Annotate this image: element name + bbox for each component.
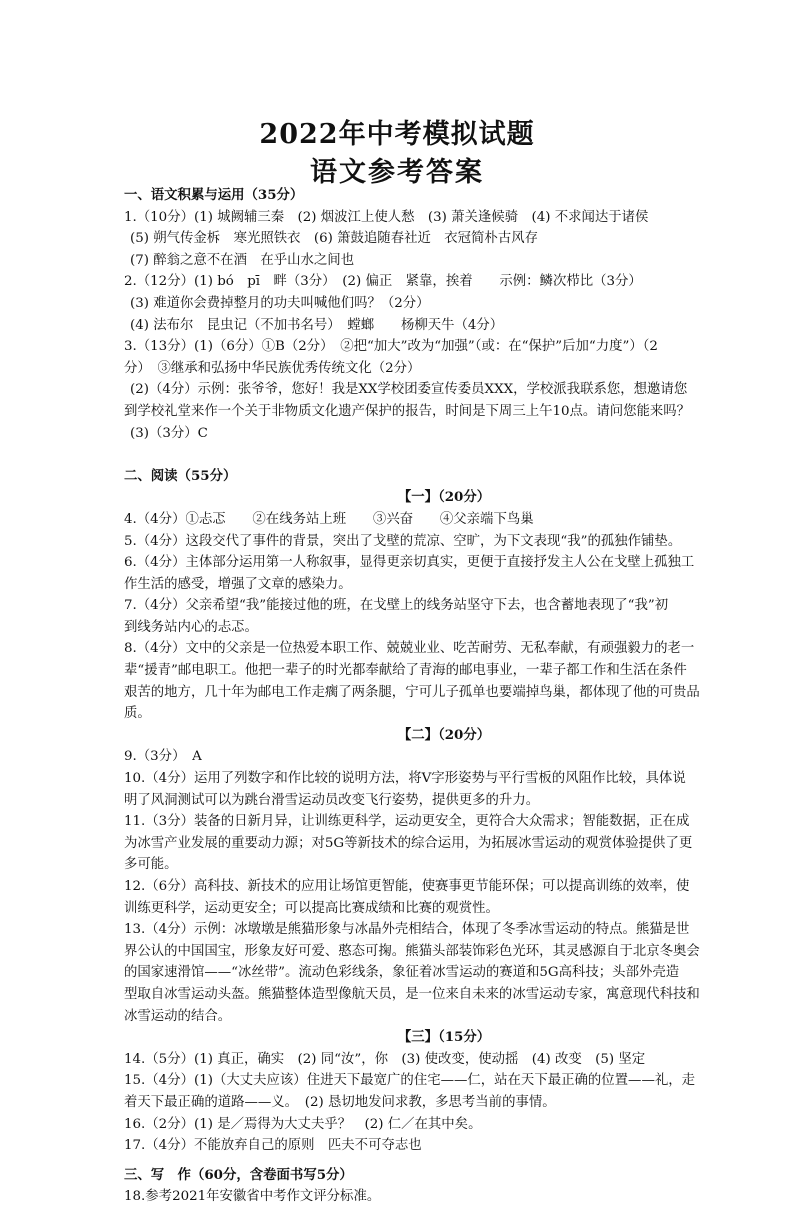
answer-line: 界公认的中国国宝，形象友好可爱、憨态可掬。熊猫头部装饰彩色光环，其灵感源自于北京冬奥会 [124,943,700,959]
section-heading-3: 三、写 作（60分，含卷面书写5分） [124,1166,353,1183]
answer-line: 分） ③继承和弘扬中华民族优秀传统文化（2分） [124,360,421,376]
answer-line: 9.（3分） A [124,749,202,765]
answer-line: 辈“援青”邮电职工。他把一辈子的时光都奉献给了青海的邮电事业，一辈子都工作和生活在条件 [124,663,687,679]
answer-line: 11.（3分）装备的日新月异，让训练更科学，运动更安全，更符合大众需求；智能数据，正在成 [124,814,690,830]
subsection-heading: 【二】（20分） [397,726,491,743]
section-heading-2: 二、阅读（55分） [124,467,237,484]
answer-line: 多可能。 [124,857,178,873]
spacer [124,444,764,466]
answer-line: (7) 醉翁之意不在酒 在乎山水之间也 [130,252,355,268]
answer-line: 18.参考2021年安徽省中考作文评分标准。 [124,1189,381,1205]
answer-line: 艰苦的地方，几十年为邮电工作走瘸了两条腿，宁可儿子孤单也要端掉鸟巢，都体现了他的可贵品 [124,684,700,700]
section-heading-1: 一、语文积累与运用（35分） [124,187,304,203]
answer-line: 1.（10分）(1) 城阙辅三秦 (2) 烟波江上使人愁 (3) 萧关逢候骑 (4) 不求闻达于诸侯 [124,209,649,225]
answer-line: (3)（3分）C [130,425,208,441]
answer-line: 10.（4分）运用了列数字和作比较的说明方法，将V字形姿势与平行雪板的风阻作比较，具体说 [124,771,686,787]
answer-line: 质。 [124,706,151,722]
answer-line: 6.（4分）主体部分运用第一人称叙事，显得更亲切真实，更便于直接抒发主人公在戈壁上孤独工 [124,555,695,571]
answer-line: 型取自冰雪运动头盔。熊猫整体造型像航天员，是一位来自未来的冰雪运动专家，寓意现代科技和 [124,986,700,1002]
answer-line: 训练更科学，运动更安全；可以提高比赛成绩和比赛的观赏性。 [124,900,499,916]
answer-line: 2.（12分）(1) bó pī 畔（3分） (2) 偏正 紧靠，挨着 示例：鳞次栉比（3分） [124,274,642,290]
answer-line: 4.（4分）①忐忑 ②在线务站上班 ③兴奋 ④父亲端下鸟巢 [124,511,534,527]
answer-line: 冰雪运动的结合。 [124,1008,232,1024]
answer-line: 16.（2分）(1) 是／焉得为大丈夫乎？ (2) 仁／在其中矣。 [124,1116,482,1132]
answer-line: (4) 法布尔 昆虫记（不加书名号） 螳螂 杨柳天牛（4分） [130,317,504,333]
page-subtitle: 语文参考答案 [310,157,484,188]
answer-line: 到线务站内心的忐忑。 [124,619,258,635]
subsection-heading: 【三】（15分） [397,1029,491,1046]
answer-line: 15.（4分）(1)（大丈夫应该）住进天下最宽广的住宅——仁，站在天下最正确的位置——礼，走 [124,1073,696,1089]
answer-body [124,185,764,1208]
answer-line: 3.（13分）(1)（6分）①B（2分） ②把“加大”改为“加强”（或：在“保护”后加“力度”）（2 [124,339,658,355]
answer-line: (2)（4分）示例：张爷爷，您好！我是XX学校团委宣传委员XXX，学校派我联系您，想邀请您 [130,382,688,398]
answer-line: 8.（4分）文中的父亲是一位热爱本职工作、兢兢业业、吃苦耐劳、无私奉献，有顽强毅力的老一 [124,641,695,657]
answer-line: 12.（6分）高科技、新技术的应用让场馆更智能，使赛事更节能环保；可以提高训练的效率，使 [124,879,690,894]
answer-line: 13.（4分）示例：冰墩墩是熊猫形象与冰晶外壳相结合，体现了冬季冰雪运动的特点。熊猫是世 [124,922,690,938]
page-title: 2022年中考模拟试题 [259,119,535,150]
subsection-heading: 【一】（20分） [397,489,491,506]
answer-line: 着天下最正确的道路——义。 (2) 恳切地发问求教，多思考当前的事情。 [124,1094,556,1110]
answer-line: 14.（5分）(1) 真正，确实 (2) 同“汝”，你 (3) 使改变，使动摇 (4) 改变 (5) 坚定 [124,1051,646,1067]
answer-line: 的国家速滑馆——“冰丝带”。流动色彩线条，象征着冰雪运动的赛道和5G高科技；头部外壳造 [124,965,680,981]
answer-line: 为冰雪产业发展的重要动力源；对5G等新技术的综合运用，为拓展冰雪运动的观赏体验提供了更 [124,835,693,851]
answer-line: 到学校礼堂来作一个关于非物质文化遗产保护的报告，时间是下周三上午10点。请问您能来吗？ [124,403,691,419]
answer-line: 5.（4分）这段交代了事件的背景，突出了戈壁的荒凉、空旷，为下文表现“我”的孤独作铺垫。 [124,533,682,549]
answer-line: 作生活的感受，增强了文章的感染力。 [124,576,352,592]
answer-line: (5) 朔气传金柝 寒光照铁衣 (6) 箫鼓追随春社近 衣冠简朴古风存 [130,231,538,247]
answer-line: 明了风洞测试可以为跳台滑雪运动员改变飞行姿势，提供更多的升力。 [124,792,540,808]
answer-line: 17.（4分）不能放弃自己的原则 匹夫不可夺志也 [124,1138,422,1154]
spacer [124,1157,764,1165]
answer-line: (3) 难道你会费掉整月的功夫叫喊他们吗？（2分） [130,295,430,311]
answer-line: 7.（4分）父亲希望“我”能接过他的班，在戈壁上的线务站坚守下去，也含蓄地表现了“我”初 [124,598,669,614]
